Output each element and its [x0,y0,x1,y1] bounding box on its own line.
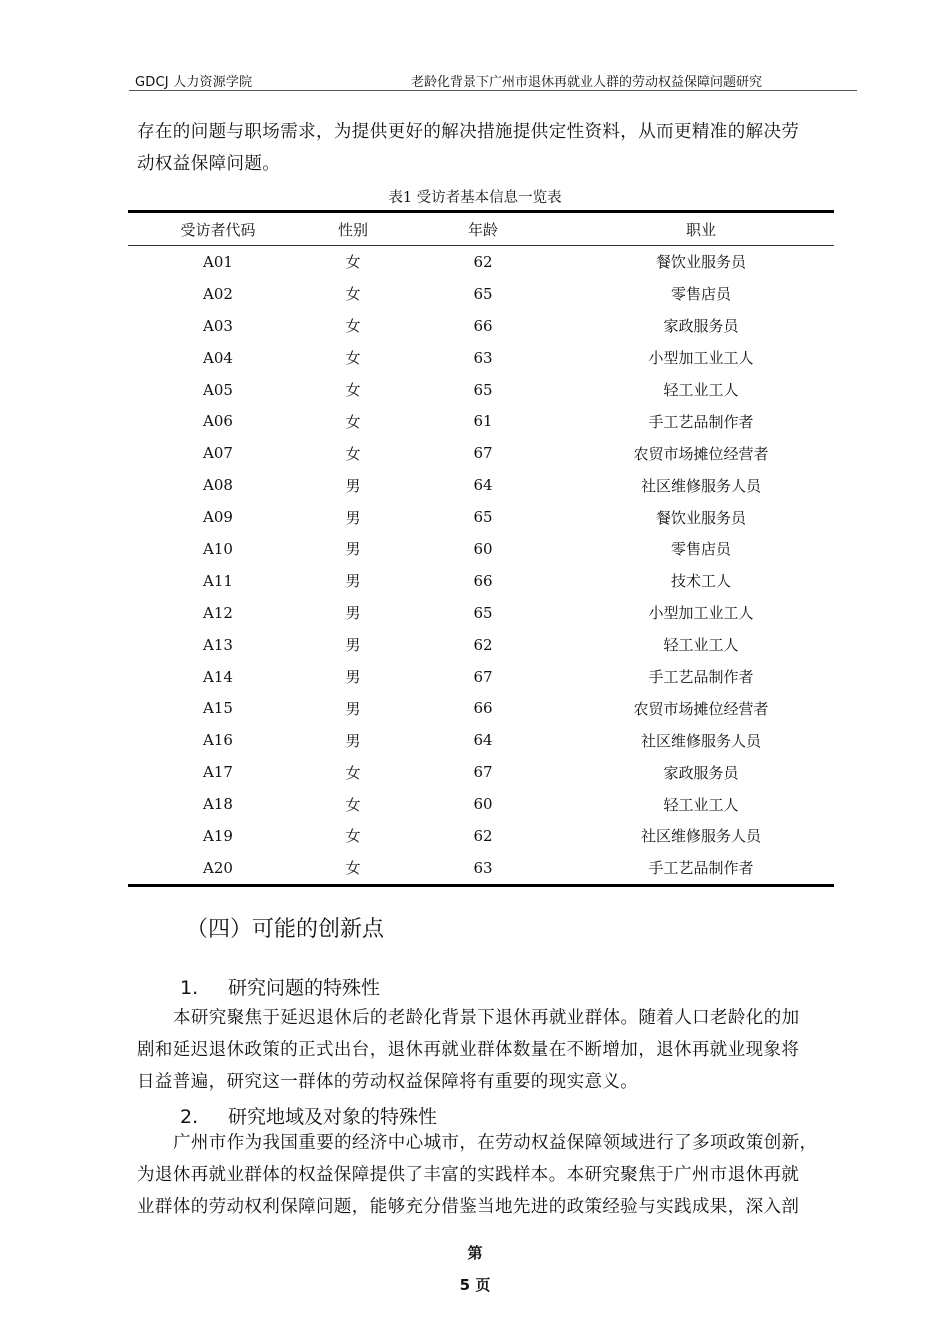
cell-gender: 女 [345,444,361,463]
cell-gender: 女 [345,827,361,846]
cell-age: 64 [473,476,493,495]
cell-occupation: 手工艺品制作者 [648,859,754,878]
cell-gender: 女 [345,795,361,814]
cell-occupation: 小型加工业工人 [648,349,754,368]
cell-code: A07 [203,444,233,463]
header-institution: GDCJ 人力资源学院 [135,75,253,90]
table-row [128,342,834,374]
cell-gender: 男 [345,572,361,591]
table-row [128,788,834,820]
column-header-code: 受访者代码 [180,220,256,239]
cell-occupation: 餐饮业服务员 [655,253,746,272]
table-row [128,692,834,724]
cell-gender: 女 [345,317,361,336]
table-row [128,405,834,437]
cell-age: 66 [473,699,493,718]
cell-gender: 男 [345,699,361,718]
column-header-age: 年龄 [467,220,498,239]
table-row [128,278,834,310]
intro-line: 存在的问题与职场需求，为提供更好的解决措施提供定性资料，从而更精准的解决劳 [137,122,800,142]
table-row [128,597,834,629]
intro-paragraph [137,116,849,180]
page-header [129,70,857,91]
cell-gender: 男 [345,604,361,623]
cell-age: 66 [473,571,493,590]
cell-occupation: 零售店员 [670,540,731,559]
cell-occupation: 农贸市场摊位经营者 [633,699,769,718]
cell-gender: 女 [345,763,361,782]
cell-occupation: 家政服务员 [663,317,739,336]
respondent-table [128,210,834,887]
cell-gender: 女 [345,253,361,272]
cell-code: A09 [203,508,233,527]
cell-age: 62 [473,252,493,271]
cell-code: A08 [203,476,233,495]
cell-gender: 男 [345,508,361,527]
table-row [128,724,834,756]
cell-code: A12 [203,603,233,622]
section-heading: （四）可能的创新点 [186,917,385,942]
cell-gender: 女 [345,859,361,878]
cell-code: A17 [203,763,233,782]
table-header-row [128,212,834,246]
cell-age: 61 [473,412,493,431]
subsection-number: 2. [180,1106,199,1128]
cell-age: 66 [473,316,493,335]
column-header-occupation: 职业 [685,220,716,239]
subsection-heading-2 [180,1102,437,1129]
cell-occupation: 轻工业工人 [663,636,739,655]
cell-code: A11 [203,571,233,590]
cell-age: 63 [473,858,493,877]
cell-occupation: 零售店员 [670,285,731,304]
paragraph-line: 业群体的劳动权利保障问题，能够充分借鉴当地先进的政策经验与实践成果，深入剖 [137,1197,800,1217]
cell-code: A03 [203,316,233,335]
cell-code: A06 [203,412,233,431]
cell-occupation: 社区维修服务人员 [640,827,761,846]
table-row [128,852,834,885]
table-row [128,437,834,469]
cell-code: A02 [203,284,233,303]
subsection-heading-1 [180,973,380,1000]
table-row [128,310,834,342]
paragraph-line: 本研究聚焦于延迟退休后的老龄化背景下退休再就业群体。随着人口老龄化的加 [173,1008,800,1028]
page-number: 5 页 [459,1276,491,1294]
cell-gender: 女 [345,381,361,399]
cell-occupation: 社区维修服务人员 [640,731,761,750]
cell-occupation: 轻工业工人 [663,795,739,814]
subsection-title: 研究地域及对象的特殊性 [228,1106,438,1128]
table-caption: 表1 受访者基本信息一览表 [388,190,562,206]
table-row [128,469,834,501]
cell-occupation: 轻工业工人 [663,381,739,399]
cell-occupation: 小型加工业工人 [648,604,754,623]
cell-age: 60 [473,795,493,814]
subsection-paragraph-2 [137,1127,849,1223]
table-row [128,374,834,406]
cell-occupation: 社区维修服务人员 [640,476,761,495]
cell-code: A15 [203,699,233,718]
page-footer-label: 第 [467,1244,483,1262]
paragraph-line: 为退休再就业群体的权益保障提供了丰富的实践样本。本研究聚焦于广州市退休再就 [137,1165,800,1185]
cell-code: A20 [203,858,233,877]
cell-age: 62 [473,826,493,845]
cell-occupation: 家政服务员 [663,763,739,782]
table-body [128,246,834,886]
paragraph-line: 剧和延迟退休政策的正式出台，退休再就业群体数量在不断增加，退休再就业现象将 [137,1040,800,1060]
cell-gender: 男 [345,636,361,655]
intro-line: 动权益保障问题。 [137,154,281,174]
subsection-paragraph-1 [137,1002,849,1098]
cell-age: 60 [473,539,493,558]
table-row [128,246,834,278]
subsection-number: 1. [180,977,199,999]
cell-age: 65 [473,380,493,399]
table-row [128,629,834,661]
cell-occupation: 农贸市场摊位经营者 [633,444,769,463]
cell-gender: 女 [345,412,361,431]
cell-occupation: 技术工人 [670,572,731,591]
table-row [128,533,834,565]
cell-gender: 女 [345,285,361,304]
header-paper-title: 老龄化背景下广州市退休再就业人群的劳动权益保障问题研究 [411,75,763,90]
table-row [128,756,834,788]
cell-age: 64 [473,731,493,750]
cell-occupation: 手工艺品制作者 [648,668,754,687]
table-row [128,661,834,693]
cell-code: A05 [203,380,233,399]
table-row [128,820,834,852]
paragraph-line: 日益普遍，研究这一群体的劳动权益保障将有重要的现实意义。 [137,1072,639,1092]
paragraph-line: 广州市作为我国重要的经济中心城市，在劳动权益保障领域进行了多项政策创新， [173,1133,818,1153]
cell-age: 65 [473,508,493,527]
cell-gender: 男 [345,540,361,559]
cell-code: A04 [203,348,233,367]
cell-gender: 女 [345,349,361,368]
cell-code: A19 [203,826,233,845]
cell-code: A01 [203,252,233,271]
cell-gender: 男 [345,668,361,687]
cell-code: A18 [203,795,233,814]
cell-age: 65 [473,603,493,622]
cell-age: 62 [473,635,493,654]
cell-age: 63 [473,348,493,367]
cell-occupation: 手工艺品制作者 [648,412,754,431]
cell-age: 67 [473,444,493,463]
cell-age: 67 [473,667,493,686]
cell-age: 67 [473,763,493,782]
cell-occupation: 餐饮业服务员 [655,508,746,527]
table-row [128,501,834,533]
cell-code: A13 [203,635,233,654]
subsection-title: 研究问题的特殊性 [228,977,381,999]
column-header-gender: 性别 [337,220,368,239]
cell-code: A16 [203,731,233,750]
cell-gender: 男 [345,476,361,495]
cell-age: 65 [473,284,493,303]
cell-code: A14 [203,667,233,686]
cell-code: A10 [203,539,233,558]
table-row [128,565,834,597]
cell-gender: 男 [345,731,361,750]
